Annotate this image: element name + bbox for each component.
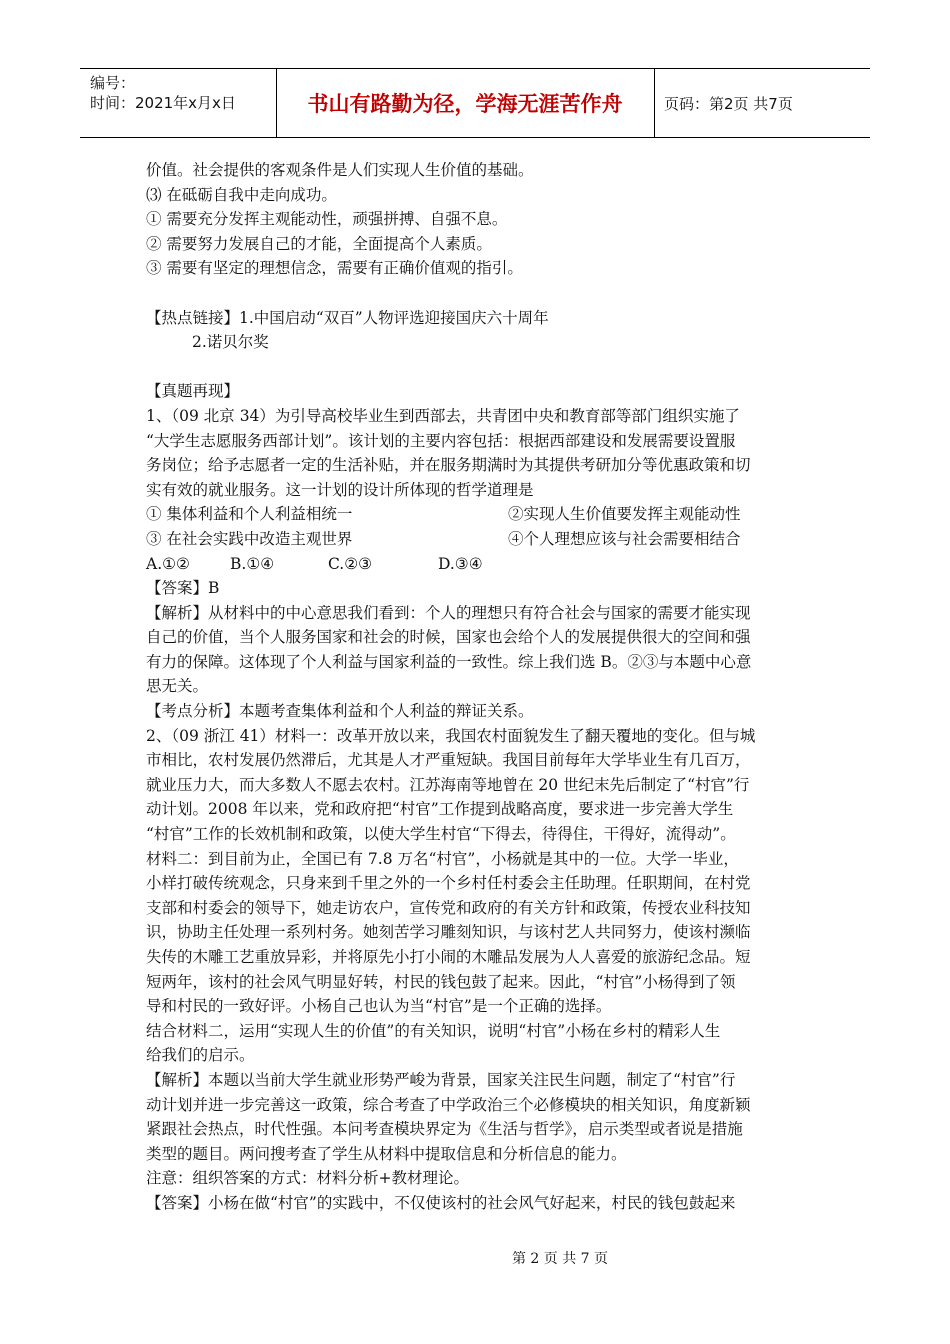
page-header: [80, 68, 870, 138]
header-page-label: 页码：第2页 共7页: [664, 95, 793, 113]
point-line: 【考点分析】本题考查集体利益和个人利益的辩证关系。: [146, 702, 534, 721]
analysis-line: 有力的保障。这体现了个人利益与国家利益的一致性。综上我们选 B。②③与本题中心意: [146, 652, 752, 671]
question-line: 实有效的就业服务。这一计划的设计所体现的哲学道理是: [146, 480, 534, 499]
question-line: 就业压力大，而大多数人不愿去农村。江苏海南等地曾在 20 世纪末先后制定了“村官”行: [146, 775, 750, 794]
question-line: “大学生志愿服务西部计划”。该计划的主要内容包括：根据西部建设和发展需要设置服: [146, 431, 736, 450]
analysis-line: 【解析】本题以当前大学生就业形势严峻为背景，国家关注民生问题，制定了“村官”行: [146, 1070, 736, 1089]
page-footer: 第 2 页 共 7 页: [511, 1251, 609, 1267]
answer-line: 【答案】小杨在做“村官”的实践中，不仅使该村的社会风气好起来，村民的钱包鼓起来: [146, 1193, 736, 1212]
analysis-line: 【解析】从材料中的中心意思我们看到：个人的理想只有符合社会与国家的需要才能实现: [146, 603, 751, 622]
analysis-line: 自己的价值，当个人服务国家和社会的时候，国家也会给个人的发展提供很大的空间和强: [146, 628, 751, 647]
question-line: 动计划。2008 年以来，党和政府把“村官”工作提到战略高度，要求进一步完善大学生: [146, 800, 734, 819]
analysis-line: 紧跟社会热点，时代性强。本问考查模块界定为《生活与哲学》，启示类型或者说是措施: [146, 1120, 743, 1139]
option-4: ④个人理想应该与社会需要相结合: [508, 529, 741, 548]
question-line: 失传的木雕工艺重放异彩，并将原先小打小闹的木雕品发展为人人喜爱的旅游纪念品。短: [146, 948, 751, 966]
question-line: 支部和村委会的领导下，她走访农户，宣传党和政府的有关方针和政策，传授农业科技知: [146, 898, 751, 917]
analysis-line: 思无关。: [146, 677, 209, 696]
choice-c: C.②③: [328, 554, 373, 573]
choice-a: A.①②: [146, 554, 190, 573]
analysis-line: 动计划并进一步完善这一政策，综合考查了中学政治三个必修模块的相关知识，角度新颖: [146, 1095, 751, 1114]
note-line: 注意：组织答案的方式：材料分析+教材理论。: [146, 1169, 469, 1188]
header-divider: [654, 69, 655, 137]
question-line: 导和村民的一致好评。小杨自己也认为当“村官”是一个正确的选择。: [146, 997, 612, 1016]
answer-line: 【答案】B: [146, 579, 220, 598]
option-2: ②实现人生价值要发挥主观能动性: [508, 505, 741, 524]
choice-d: D.③④: [438, 554, 483, 573]
text-line: ① 需要充分发挥主观能动性，顽强拼搏、自强不息。: [146, 210, 508, 229]
choice-b: B.①④: [230, 554, 275, 573]
option-row: [146, 527, 816, 552]
question-line: “村官”工作的长效机制和政策，以使大学生村官“下得去，待得住，干得好，流得动”。: [146, 825, 736, 844]
option-row: [146, 502, 816, 527]
question-line: 务岗位；给予志愿者一定的生活补贴，并在服务期满时为其提供考研加分等优惠政策和切: [146, 456, 751, 475]
document-body: [146, 158, 816, 1216]
doc-time-label: 时间：2021年x月x日: [90, 94, 236, 112]
doc-number-label: 编号：: [90, 74, 136, 92]
question-line: 1、（09 北京 34）为引导高校毕业生到西部去，共青团中央和教育部等部门组织实施了: [146, 406, 740, 425]
question-line: 结合材料二，运用“实现人生的价值”的有关知识，说明“村官”小杨在乡村的精彩人生: [146, 1021, 721, 1040]
question-line: 2、（09 浙江 41）材料一：改革开放以来，我国农村面貌发生了翻天覆地的变化。但与城: [146, 726, 756, 745]
question-line: 小样打破传统观念，只身来到千里之外的一个乡村任村委会主任助理。任职期间，在村党: [146, 874, 751, 893]
header-meta: [90, 73, 236, 113]
text-line: 价值。社会提供的客观条件是人们实现人生价值的基础。: [146, 161, 534, 179]
text-line: ③ 需要有坚定的理想信念，需要有正确价值观的指引。: [146, 259, 523, 278]
question-line: 给我们的启示。: [146, 1046, 255, 1065]
question-line: 识，协助主任处理一系列村务。她刻苦学习雕刻知识，与该村艺人共同努力，使该村濒临: [146, 923, 751, 942]
question-line: 市相比，农村发展仍然滞后，尤其是人才严重短缺。我国目前每年大学毕业生有几百万，: [146, 751, 751, 770]
choice-row: [146, 552, 816, 577]
option-3: ③ 在社会实践中改造主观世界: [146, 529, 353, 548]
option-1: ① 集体利益和个人利益相统一: [146, 505, 353, 524]
analysis-line: 类型的题目。两问搜考查了学生从材料中提取信息和分析信息的能力。: [146, 1144, 627, 1163]
hot-link-2: 2.诺贝尔奖: [192, 333, 269, 352]
section-title: 【真题再现】: [146, 382, 240, 401]
text-line: ⑶ 在砥砺自我中走向成功。: [146, 185, 337, 204]
text-line: ② 需要努力发展自己的才能，全面提高个人素质。: [146, 234, 492, 253]
hot-link-1: 【热点链接】1.中国启动“双百”人物评选迎接国庆六十周年: [146, 308, 549, 327]
question-line: 材料二：到目前为止，全国已有 7.8 万名“村官”，小杨就是其中的一位。大学一毕业，: [146, 849, 739, 868]
header-motto: 书山有路勤为径，学海无涯苦作舟: [307, 92, 623, 116]
question-line: 短两年，该村的社会风气明显好转，村民的钱包鼓了起来。因此，“村官”小杨得到了领: [146, 972, 736, 991]
